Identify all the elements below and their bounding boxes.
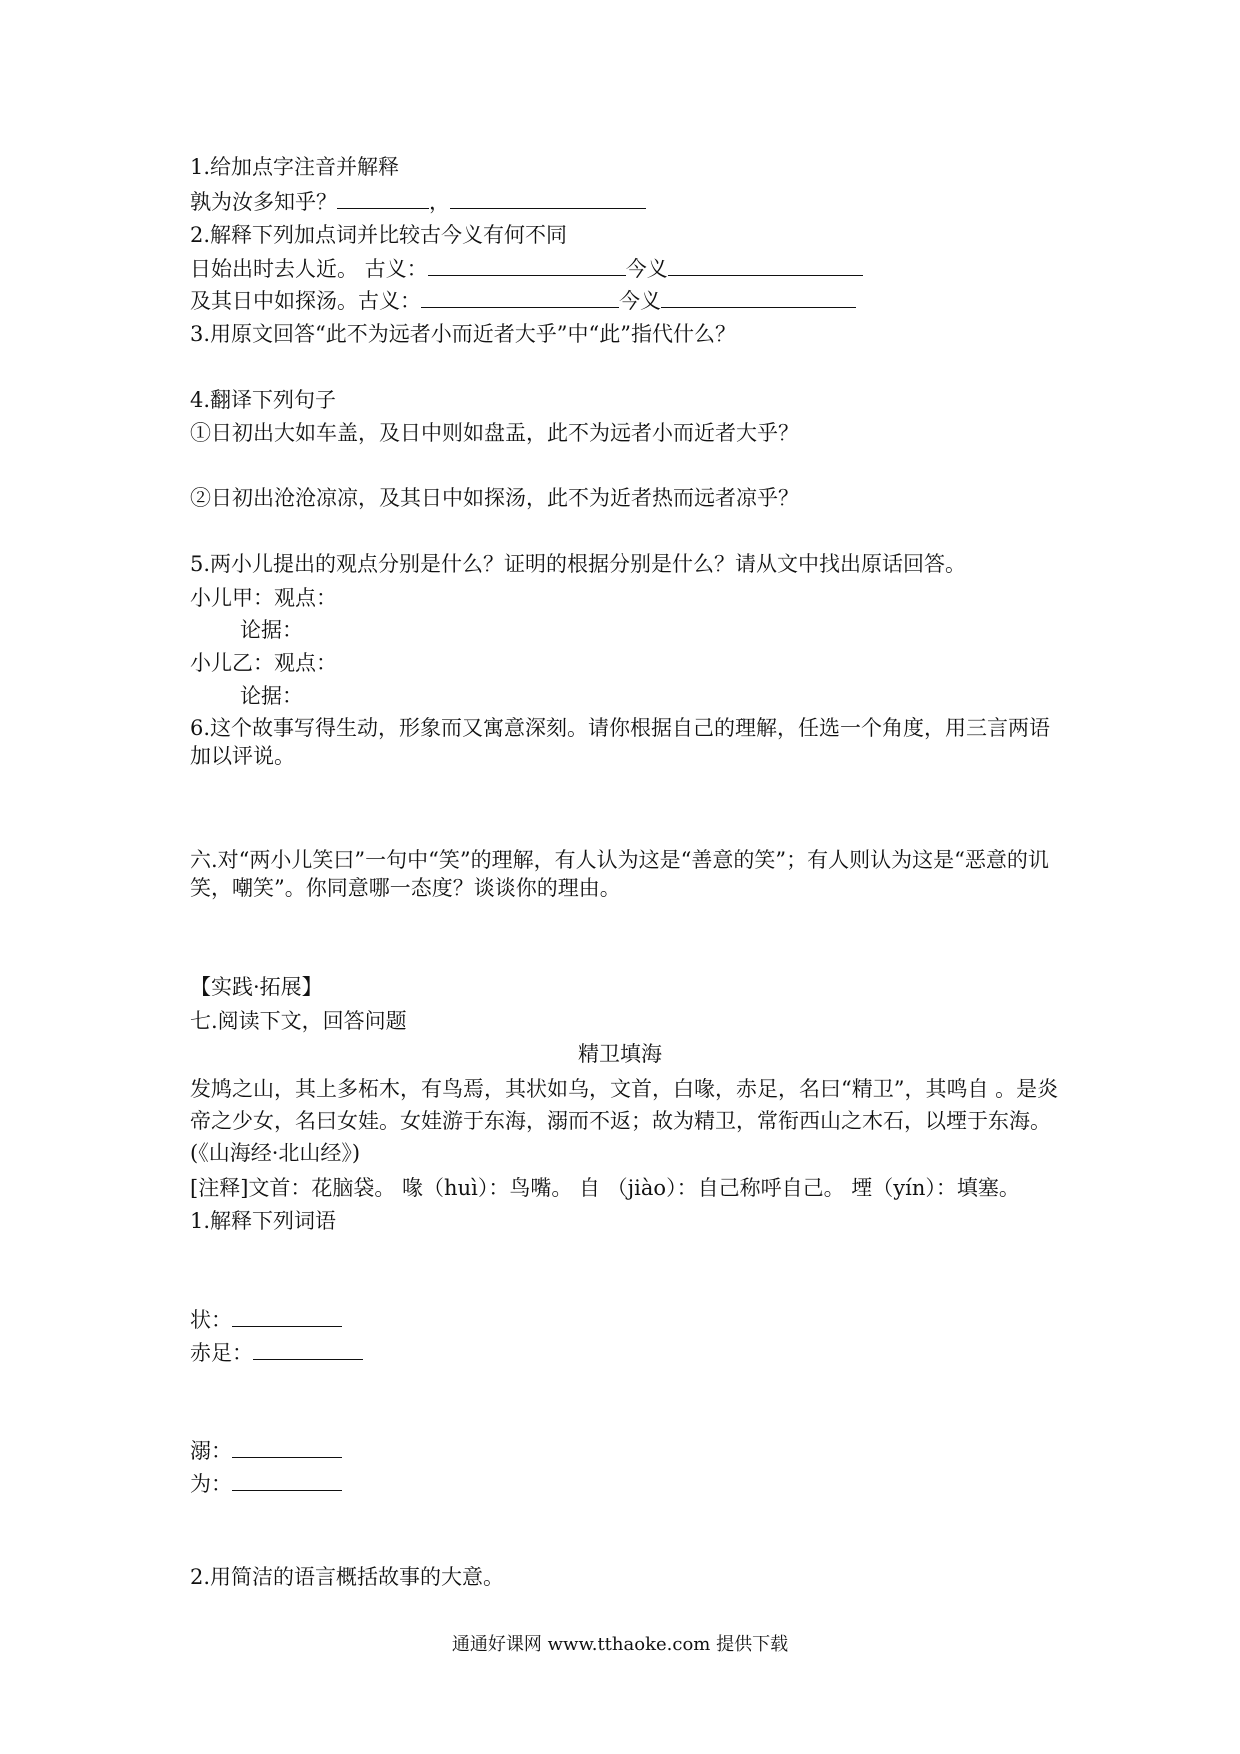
q5-child-b-view: 小儿乙：观点：	[190, 651, 337, 675]
passage-notes: [注释]文首：花脑袋。 喙（huì）：鸟嘴。 自 （jiào）：自己称呼自己。 堙（yín）：填塞。	[190, 1176, 1020, 1200]
q5-child-a-view: 小儿甲：观点：	[190, 586, 337, 610]
answer-blank	[428, 255, 626, 276]
word-chizu	[190, 1339, 1060, 1367]
word-wei	[190, 1470, 1060, 1498]
word-label: 赤足：	[190, 1341, 253, 1365]
practice-heading: 【实践·拓展】	[190, 975, 323, 999]
q2-jinyi-1: 今义	[625, 257, 668, 281]
answer-blank	[232, 1470, 342, 1491]
q5-child-a-evidence: 论据：	[240, 618, 303, 642]
answer-blank	[232, 1437, 342, 1458]
answer-blank	[421, 287, 619, 308]
answer-blank	[337, 188, 429, 209]
s7-q1-title: 1.解释下列词语	[190, 1209, 337, 1233]
passage-title: 精卫填海	[578, 1042, 662, 1066]
answer-blank	[232, 1306, 342, 1327]
q5-child-b-evidence: 论据：	[240, 684, 303, 708]
q6-title: 6.这个故事写得生动，形象而又寓意深刻。请你根据自己的理解，任选一个角度，用三言两语加以评说。	[190, 716, 1051, 768]
q2-item-2	[190, 287, 1060, 315]
page-footer: 通通好课网 www.tthaoke.com 提供下载	[451, 1634, 789, 1655]
answer-blank	[450, 188, 646, 209]
q2-text-1: 日始出时去人近。 古义：	[190, 257, 428, 281]
word-label: 溺：	[190, 1439, 232, 1463]
section-6-question: 六.对“两小儿笑曰”一句中“笑”的理解，有人认为这是“善意的笑”；有人则认为这是“恶意的讥笑，嘲笑”。你同意哪一态度？谈谈你的理由。	[190, 848, 1049, 900]
q4-sentence-2: ②日初出沧沧凉凉，及其日中如探汤，此不为近者热而远者凉乎？	[190, 486, 799, 510]
q1-text: 孰为汝多知乎？	[190, 190, 337, 214]
answer-blank	[661, 287, 856, 308]
s7-q2-title: 2.用简洁的语言概括故事的大意。	[190, 1565, 505, 1589]
word-ni	[190, 1437, 1060, 1465]
q5-title: 5.两小儿提出的观点分别是什么？证明的根据分别是什么？请从文中找出原话回答。	[190, 552, 967, 576]
q4-title: 4.翻译下列句子	[190, 388, 337, 412]
q2-text-2: 及其日中如探汤。古义：	[190, 289, 421, 313]
answer-blank	[253, 1339, 363, 1360]
q2-title: 2.解释下列加点词并比较古今义有何不同	[190, 223, 568, 247]
q3-title: 3.用原文回答“此不为远者小而近者大乎”中“此”指代什么？	[190, 322, 736, 346]
q1-comma: ，	[429, 190, 450, 214]
q1-item	[190, 188, 1060, 216]
word-zhuang	[190, 1306, 1060, 1334]
q2-item-1	[190, 255, 1060, 283]
passage-text: 发鸠之山，其上多柘木，有鸟焉，其状如乌，文首，白喙，赤足，名曰“精卫”，其鸣自 。是炎帝之少女，名曰女娃。女娃游于东海，溺而不返；故为精卫，常衔西山之木石，以堙于东海。(《山海经·北山经》)	[190, 1077, 1059, 1165]
word-label: 为：	[190, 1472, 232, 1496]
answer-blank	[668, 255, 863, 276]
q4-sentence-1: ①日初出大如车盖，及日中则如盘盂，此不为远者小而近者大乎？	[190, 421, 799, 445]
q2-jinyi-2: 今义	[619, 289, 661, 313]
word-label: 状：	[190, 1308, 232, 1332]
section-7-title: 七.阅读下文，回答问题	[190, 1009, 407, 1033]
q1-title: 1.给加点字注音并解释	[190, 155, 400, 179]
